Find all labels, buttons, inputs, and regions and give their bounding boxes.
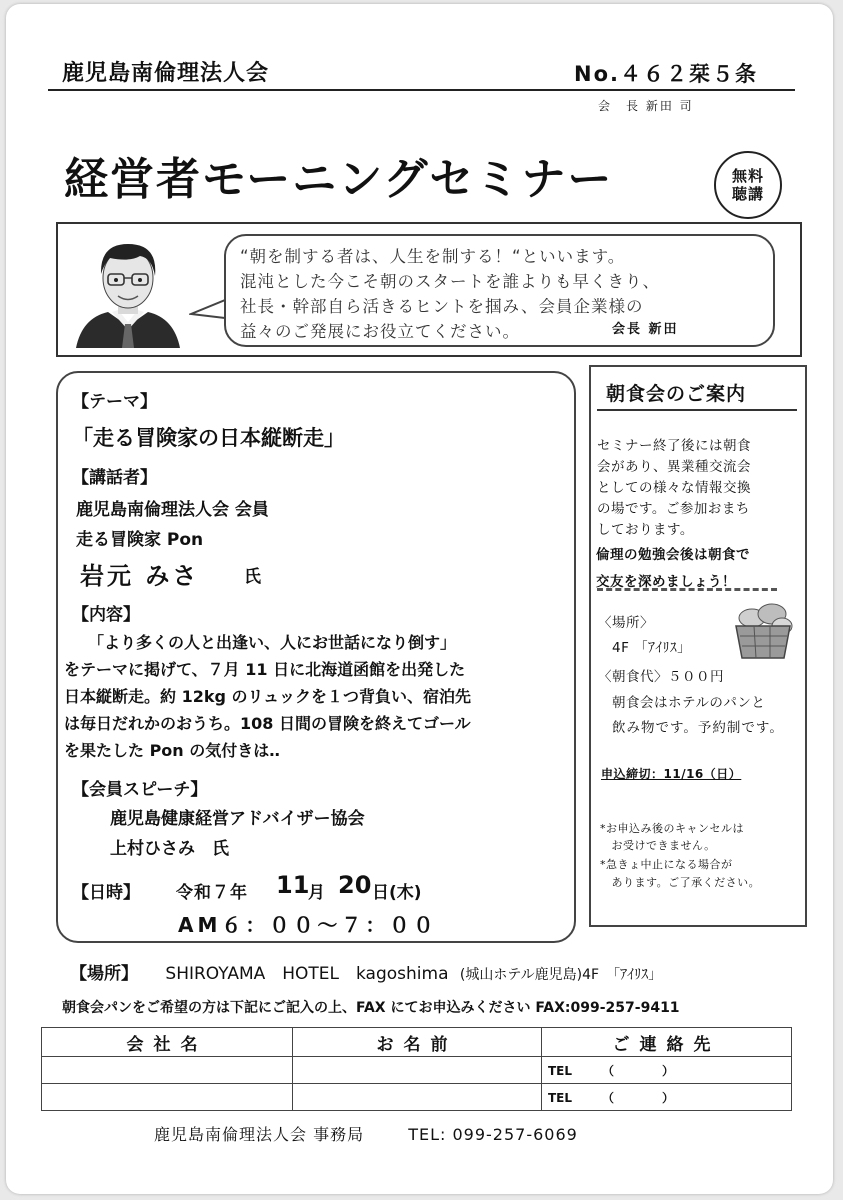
member-speech-label: 【会員スピーチ】: [72, 780, 208, 800]
table-row: [42, 1057, 792, 1084]
company-cell[interactable]: [42, 1084, 293, 1111]
breakfast-highlight-line: 倫理の勉強会後は朝食で: [596, 547, 750, 563]
header-divider: [48, 89, 795, 91]
content-label: 【内容】: [72, 605, 140, 625]
theme-label: 【テーマ】: [72, 392, 157, 412]
venue-label: 【場所】: [70, 964, 138, 984]
breakfast-intro-line: の場です。ご参加おまち: [597, 501, 750, 517]
breakfast-place-label: 〈場所〉: [598, 615, 654, 631]
badge-line-1: 無料: [731, 167, 764, 185]
venue-line: [70, 959, 662, 984]
breakfast-title-underline: [597, 409, 797, 411]
breakfast-intro-line: としての様々な情報交換: [597, 480, 751, 496]
breakfast-note: お受けできません。: [600, 839, 716, 852]
date-era: 令和７年: [176, 883, 248, 903]
speaker-name: 岩元 みさ: [80, 562, 200, 590]
breakfast-title: 朝食会のご案内: [606, 383, 747, 405]
breakfast-note: *急きょ中止になる場合が: [600, 858, 733, 871]
venue-hotel: SHIROYAMA HOTEL kagoshima: [165, 964, 449, 984]
company-cell[interactable]: [42, 1057, 293, 1084]
table-row: [42, 1084, 792, 1111]
dashed-divider: [597, 588, 777, 591]
breakfast-highlight-line: 交友を深めましょう！: [596, 574, 736, 590]
page-title: 経営者モーニングセミナー: [64, 154, 614, 205]
event-time: AM６：００～７：００: [178, 913, 438, 937]
breakfast-intro-line: 会があり、異業種交流会: [597, 459, 751, 475]
name-cell[interactable]: [293, 1084, 542, 1111]
content-line: 「より多くの人と出逢い、人にお世話になり倒す」: [88, 633, 457, 652]
date-day-unit: 日(木): [372, 883, 422, 903]
fax-instructions: 朝食会パンをご希望の方は下記にご記入の上、FAX にてお申込みください FAX:099-257-9411: [62, 1000, 680, 1016]
contact-cell[interactable]: TEL （ ）: [542, 1057, 792, 1084]
breakfast-intro-line: しております。: [597, 522, 694, 538]
member-speech-organization: 鹿児島健康経営アドバイザー協会: [110, 809, 365, 829]
name-cell[interactable]: [293, 1057, 542, 1084]
president-portrait-icon: [68, 230, 188, 348]
content-line: は毎日だれかのおうち。108 日間の冒険を終えてゴール: [64, 714, 471, 733]
contact-cell[interactable]: TEL （ ）: [542, 1084, 792, 1111]
date-month-unit: 月: [308, 883, 325, 903]
greeting-line: 混沌とした今こそ朝のスタートを誰よりも早くきり、: [240, 272, 660, 291]
breakfast-intro-line: セミナー終了後には朝食: [597, 438, 751, 454]
speaker-label: 【講話者】: [72, 468, 157, 488]
bread-basket-icon: [730, 600, 796, 662]
office-name: 鹿児島南倫理法人会 事務局: [154, 1125, 365, 1144]
president-name: 会 長 新田 司: [598, 99, 694, 113]
content-line: を果たした Pon の気付きは‥: [64, 741, 280, 760]
issue-number: No.４６２栞５条: [574, 62, 758, 86]
badge-line-2: 聴講: [731, 185, 764, 203]
speaker-organization: 鹿児島南倫理法人会 会員: [76, 500, 269, 520]
date-month: 11: [276, 871, 310, 899]
office-contact: [154, 1122, 578, 1145]
breakfast-note: *お申込み後のキャンセルは: [600, 822, 744, 835]
breakfast-place-value: 4F 「ｱｲﾘｽ」: [612, 640, 692, 656]
free-admission-badge: [714, 151, 782, 219]
greeting-line: “朝を制する者は、人生を制する！“といいます。: [240, 247, 626, 266]
member-speech-name: 上村ひさみ 氏: [110, 839, 229, 859]
date-day: 20: [338, 871, 372, 899]
organization-name: 鹿児島南倫理法人会: [62, 61, 270, 86]
datetime-label: 【日時】: [72, 883, 140, 903]
breakfast-detail-line: 朝食会はホテルのパンと: [612, 695, 766, 711]
theme-title: 「走る冒険家の日本縦断走」: [72, 426, 345, 450]
content-line: 日本縦断走。約 12kg のリュックを１つ背負い、宿泊先: [64, 687, 472, 706]
application-deadline: 申込締切：11/16（日）: [601, 767, 742, 781]
speech-bubble-tail-icon: [189, 298, 225, 322]
venue-detail: (城山ホテル鹿児島)4F 「ｱｲﾘｽ」: [459, 967, 663, 983]
breakfast-fee: 〈朝食代〉５００円: [598, 669, 724, 685]
column-header-company: 会社名: [42, 1028, 293, 1057]
greeting-signature: 会長 新田: [612, 322, 679, 337]
order-form-table: [41, 1027, 792, 1111]
breakfast-detail-line: 飲み物です。予約制です。: [612, 720, 784, 736]
content-line: をテーマに掲げて、７月 11 日に北海道函館を出発した: [64, 660, 466, 679]
column-header-contact: ご連絡先: [542, 1028, 792, 1057]
breakfast-note: あります。ご了承ください。: [600, 876, 761, 889]
column-header-name: お名前: [293, 1028, 542, 1057]
office-tel: TEL: 099-257-6069: [408, 1125, 578, 1144]
speaker-honorific: 氏: [244, 567, 261, 587]
greeting-line: 社長・幹部自ら活きるヒントを掴み、会員企業様の: [240, 297, 644, 316]
speaker-title: 走る冒険家 Pon: [76, 530, 204, 550]
greeting-line: 益々のご発展にお役立てください。: [240, 322, 520, 341]
